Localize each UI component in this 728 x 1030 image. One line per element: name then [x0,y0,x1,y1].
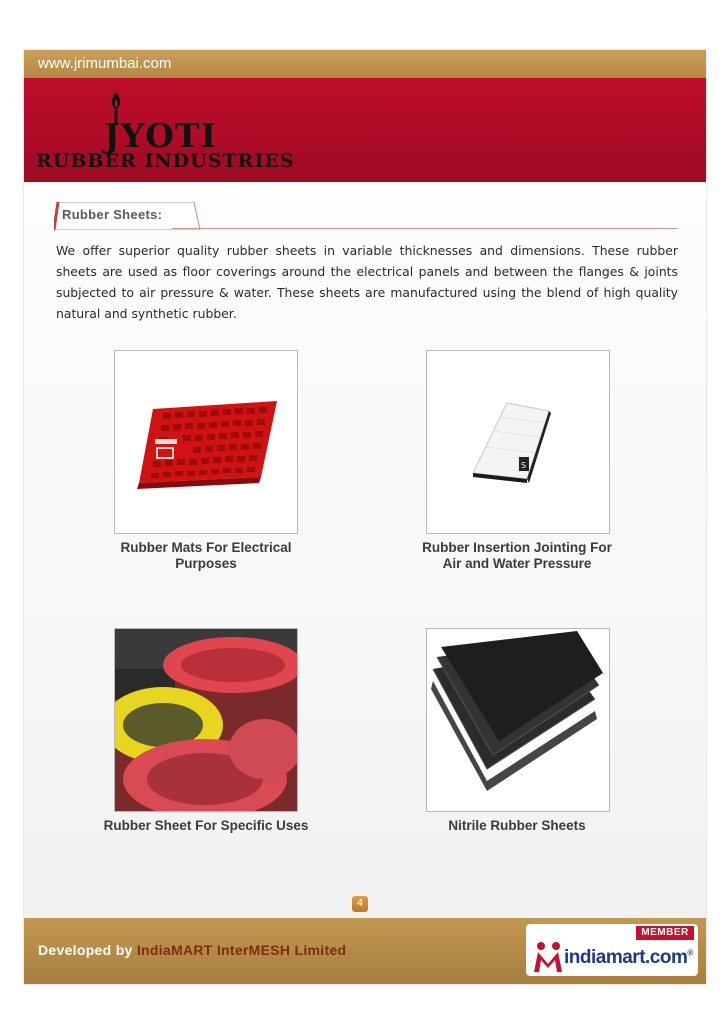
section-divider [172,228,678,229]
rubber-rolls-image [115,629,297,811]
product-image-frame[interactable] [426,350,610,534]
product-image-frame[interactable] [114,350,298,534]
indiamart-logo-icon [532,938,568,974]
indiamart-member-badge[interactable] [526,924,698,976]
footer-bar [24,918,706,984]
top-bar [24,50,706,78]
svg-text:S: S [521,461,527,470]
black-rubber-sheets-image [427,629,609,811]
product-caption: Nitrile Rubber Sheets [448,818,586,833]
section-title: Rubber Sheets: [62,207,163,222]
developer-link[interactable]: IndiaMART InterMESH Limited [136,942,347,958]
product-image-frame[interactable] [114,628,298,812]
indiamart-brand-name: indiamart.com [564,947,688,968]
white-rubber-sheet-image [427,351,609,533]
product-caption: Rubber Insertion Jointing For Air and Water Pressure [422,540,612,571]
company-logo [34,84,294,178]
product-caption: Rubber Mats For Electrical Purposes [120,540,292,571]
company-name-top: JYOTI [104,116,217,155]
product-caption: Rubber Sheet For Specific Uses [103,818,309,833]
header-banner [24,78,706,182]
red-rubber-mat-image [115,351,297,533]
section-tab [54,202,174,228]
footer-credit [38,942,346,958]
brochure-page [24,50,706,984]
indiamart-brand [564,947,693,969]
footer-prefix: Developed by [38,942,137,958]
company-name-bottom: RUBBER INDUSTRIES [36,150,295,172]
site-url[interactable]: www.jrimumbai.com [38,55,172,72]
product-image-frame[interactable] [426,628,610,812]
page-number: 4 [352,896,368,912]
section-intro: We offer superior quality rubber sheets in variable thicknesses and dimensions. These rubber sheets are used as floor coverings around the electrical panels and between the flanges & joints subjected to air pressure & water. These sheets are manufactured using the blend of high quality natural and synthetic rubber. [56,243,678,321]
registered-mark: ® [687,948,693,958]
member-label: MEMBER [636,926,694,940]
